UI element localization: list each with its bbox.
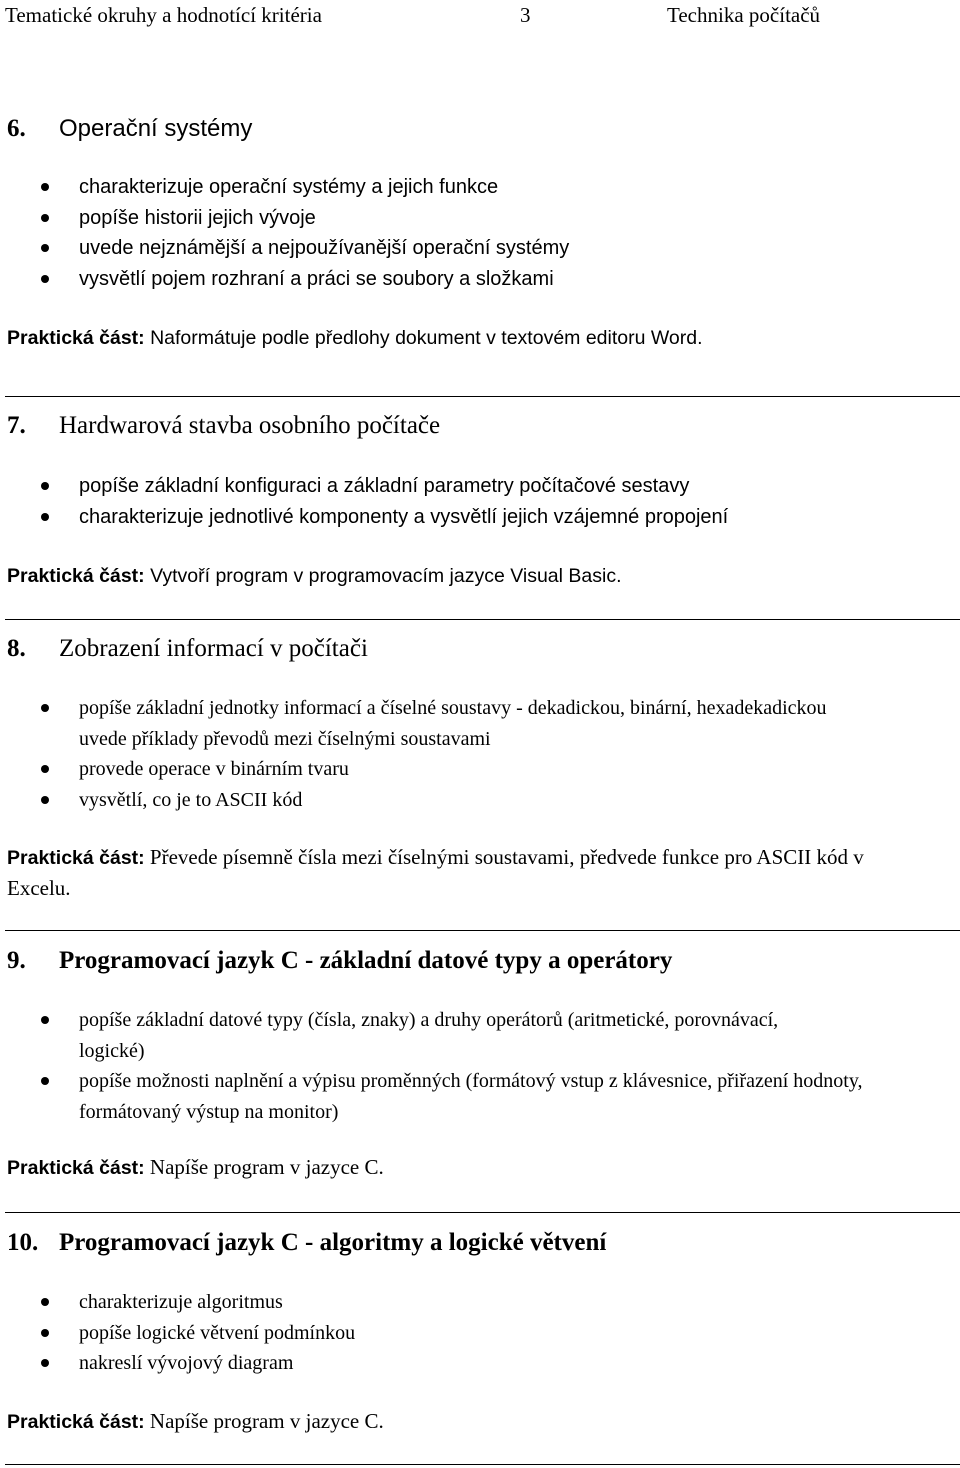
divider	[5, 1212, 960, 1213]
list-item: popíše možnosti naplnění a výpisu proměnných (formátový vstup z klávesnice, přiřazení hodnoty, formátovaný výstup na monitor)	[0, 1066, 889, 1127]
page-header	[5, 2, 955, 28]
practical-label: Praktická část:	[7, 1157, 145, 1179]
section-title: Hardwarová stavba osobního počítače	[59, 412, 441, 439]
bullet-icon	[41, 1298, 49, 1306]
section-number: 10.	[7, 1229, 39, 1256]
section-number: 8.	[7, 635, 26, 662]
list-item: uvede nejznámější a nejpoužívanější operační systémy	[0, 233, 899, 264]
section-7-heading	[7, 411, 440, 441]
header-right-title: Technika počítačů	[667, 3, 821, 27]
practical-part	[7, 323, 907, 353]
practical-text: Vytvoří program v programovacím jazyce Visual Basic.	[144, 565, 622, 587]
header-left-title: Tematické okruhy a hodnotící kritéria	[5, 3, 322, 27]
practical-text: Napíše program v jazyce C.	[144, 1409, 384, 1433]
bullet-icon	[41, 1016, 49, 1024]
section-title: Zobrazení informací v počítači	[59, 635, 368, 662]
list-item: nakreslí vývojový diagram	[0, 1348, 899, 1379]
section-9-list	[0, 1005, 960, 1127]
section-10-list	[0, 1287, 960, 1379]
list-item: popíše základní datové typy (čísla, znaky) a druhy operátorů (aritmetické, porovnávací, logické)	[0, 1005, 839, 1066]
section-title: Programovací jazyk C - základní datové typy a operátory	[59, 947, 673, 974]
section-title: Operační systémy	[59, 115, 253, 142]
bullet-icon	[41, 1077, 49, 1085]
practical-label: Praktická část:	[7, 847, 145, 869]
bullet-icon	[41, 482, 49, 490]
page-number: 3	[520, 3, 531, 27]
section-8-list	[0, 693, 960, 815]
section-10-heading	[7, 1228, 606, 1258]
section-number: 9.	[7, 947, 26, 974]
section-number: 6.	[7, 115, 26, 142]
list-item: popíše základní konfiguraci a základní parametry počítačové sestavy	[0, 471, 899, 502]
practical-part	[7, 561, 907, 591]
list-item: popíše základní jednotky informací a číselné soustavy - dekadickou, binární, hexadekadickou uvede příklady převodů mezi číselnými soustavami	[0, 693, 869, 754]
practical-label: Praktická část:	[7, 565, 145, 587]
section-8-heading	[7, 634, 368, 664]
bullet-icon	[41, 1359, 49, 1367]
practical-text: Napíše program v jazyce C.	[144, 1155, 384, 1179]
divider	[5, 1464, 960, 1465]
practical-part	[7, 842, 907, 903]
section-9-heading	[7, 946, 672, 976]
practical-text: Naformátuje podle předlohy dokument v textovém editoru Word.	[144, 327, 703, 349]
section-number: 7.	[7, 412, 26, 439]
list-item: vysvětlí, co je to ASCII kód	[0, 785, 899, 816]
bullet-icon	[41, 513, 49, 521]
list-item: charakterizuje algoritmus	[0, 1287, 899, 1318]
list-item: provede operace v binárním tvaru	[0, 754, 899, 785]
practical-label: Praktická část:	[7, 327, 145, 349]
list-item: popíše historii jejich vývoje	[0, 203, 899, 234]
practical-part	[7, 1406, 907, 1437]
list-item: vysvětlí pojem rozhraní a práci se soubory a složkami	[0, 264, 899, 295]
bullet-icon	[41, 704, 49, 712]
divider	[5, 930, 960, 931]
list-item: charakterizuje operační systémy a jejich funkce	[0, 172, 899, 203]
list-item: popíše logické větvení podmínkou	[0, 1318, 899, 1349]
bullet-icon	[41, 765, 49, 773]
bullet-icon	[41, 183, 49, 191]
practical-text: Převede písemně čísla mezi číselnými soustavami, předvede funkce pro ASCII kód v Excelu.	[7, 845, 864, 900]
section-6-list	[0, 172, 960, 294]
practical-label: Praktická část:	[7, 1411, 145, 1433]
divider	[5, 396, 960, 397]
bullet-icon	[41, 275, 49, 283]
practical-part	[7, 1152, 907, 1183]
bullet-icon	[41, 214, 49, 222]
bullet-icon	[41, 796, 49, 804]
section-title: Programovací jazyk C - algoritmy a logické větvení	[59, 1229, 607, 1256]
bullet-icon	[41, 244, 49, 252]
section-7-list	[0, 471, 960, 532]
list-item: charakterizuje jednotlivé komponenty a vysvětlí jejich vzájemné propojení	[0, 502, 899, 533]
divider	[5, 619, 960, 620]
section-6-heading	[7, 114, 252, 144]
bullet-icon	[41, 1329, 49, 1337]
